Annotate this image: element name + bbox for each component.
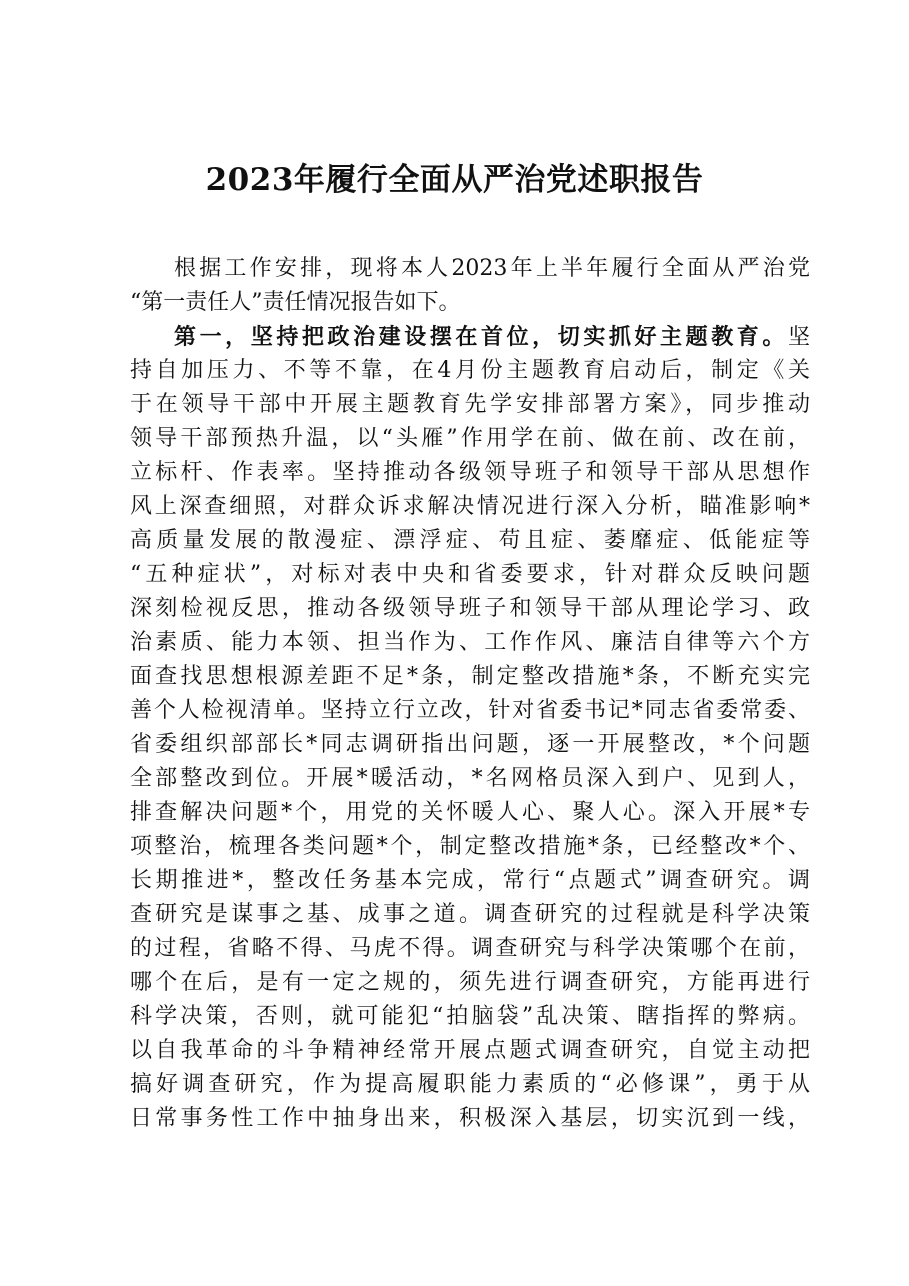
intro-line-1: 根据工作安排，现将本人2023年上半年履行全面从严治党 <box>174 256 810 281</box>
paragraph-line: 查研究是谋事之基、成事之道。调查研究的过程就是科学决策 <box>130 902 810 927</box>
paragraph-line: 深刻检视反思，推动各级领导班子和领导干部从理论学习、政 <box>130 596 810 621</box>
section-1-heading: 第一，坚持把政治建设摆在首位，切实抓好主题教育。 <box>174 324 788 350</box>
paragraph-line: 领导干部预热升温，以“头雁”作用学在前、做在前、改在前， <box>130 426 810 451</box>
paragraph-line: 风上深查细照，对群众诉求解决情况进行深入分析，瞄准影响* <box>130 494 810 519</box>
paragraph-line: 高质量发展的散漫症、漂浮症、苟且症、萎靡症、低能症等 <box>130 528 810 553</box>
paragraph-line: 项整治，梳理各类问题*个，制定整改措施*条，已经整改*个、 <box>130 834 810 859</box>
section-1-first-line <box>130 320 810 354</box>
paragraph-line: 的过程，省略不得、马虎不得。调查研究与科学决策哪个在前， <box>130 936 810 961</box>
paragraph-line: 排查解决问题*个，用党的关怀暖人心、聚人心。深入开展*专 <box>130 800 810 825</box>
section-1-first-line-rest: 坚 <box>787 325 810 350</box>
paragraph-line: 科学决策，否则，就可能犯“拍脑袋”乱决策、瞎指挥的弊病。 <box>130 1004 810 1029</box>
paragraph-line: 立标杆、作表率。坚持推动各级领导班子和领导干部从思想作 <box>130 460 810 485</box>
paragraph-line: 日常事务性工作中抽身出来，积极深入基层，切实沉到一线， <box>130 1106 810 1131</box>
paragraph-line: 全部整改到位。开展*暖活动，*名网格员深入到户、见到人， <box>130 766 810 791</box>
paragraph-line: 治素质、能力本领、担当作为、工作作风、廉洁自律等六个方 <box>130 630 810 655</box>
paragraph-line: 省委组织部部长*同志调研指出问题，逐一开展整改，*个问题 <box>130 732 810 757</box>
paragraph-line: 持自加压力、不等不靠，在4月份主题教育启动后，制定《关 <box>130 358 810 383</box>
paragraph-line: 以自我革命的斗争精神经常开展点题式调查研究，自觉主动把 <box>130 1038 810 1063</box>
intro-line-2: “第一责任人”责任情况报告如下。 <box>130 290 461 315</box>
paragraph-line: 长期推进*，整改任务基本完成，常行“点题式”调查研究。调 <box>130 868 810 893</box>
document-body <box>130 252 810 1136</box>
paragraph-line: 搞好调查研究，作为提高履职能力素质的“必修课”，勇于从 <box>130 1072 810 1097</box>
page-title: 2023年履行全面从严治党述职报告 <box>205 162 704 198</box>
paragraph-line: 哪个在后，是有一定之规的，须先进行调查研究，方能再进行 <box>130 970 810 995</box>
paragraph-line: 善个人检视清单。坚持立行立改，针对省委书记*同志省委常委、 <box>130 698 810 723</box>
paragraph-line: 于在领导干部中开展主题教育先学安排部署方案》，同步推动 <box>130 392 810 417</box>
paragraph-line: “五种症状”，对标对表中央和省委要求，针对群众反映问题 <box>130 562 810 587</box>
section-1-paragraph <box>130 354 810 1136</box>
paragraph-line: 面查找思想根源差距不足*条，制定整改措施*条，不断充实完 <box>130 664 810 689</box>
